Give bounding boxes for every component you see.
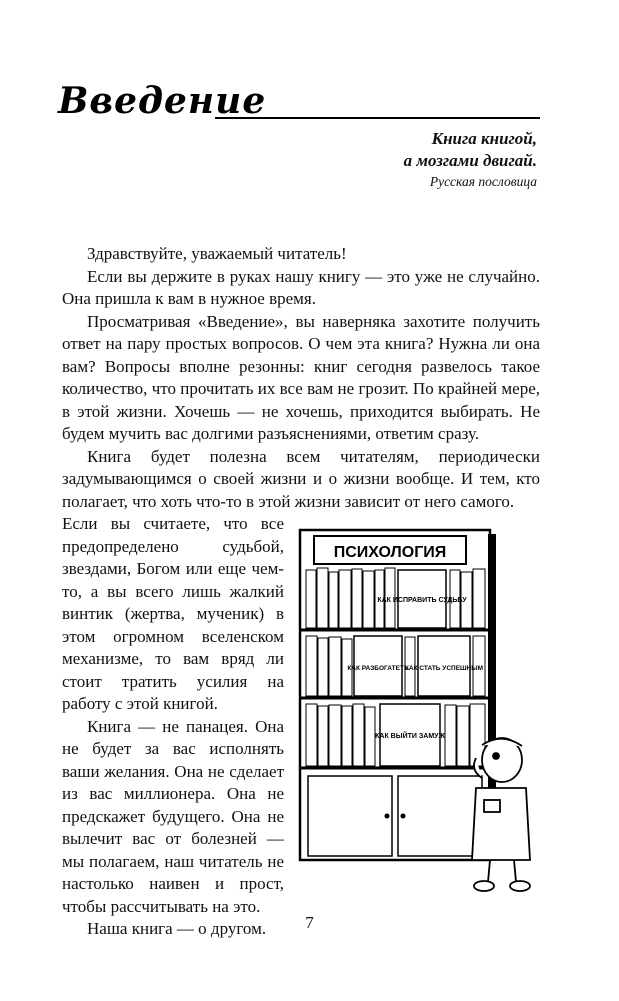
- book-title: КАК СТАТЬ УСПЕШНЫМ: [404, 665, 484, 672]
- paragraph: Просматривая «Введение», вы наверняка захотите получить ответ на пару простых вопросов. О чем эта книга? Нужна ли она вам? Вопросы вполне резонны: книг сегодня развелось такое количество, что прочитать их все вам не грозит. По крайней мере, в этой жизни. Хочешь — не хочешь, приходится выбирать. Не будем мучить вас долгими разъяснениями, ответим сразу.: [62, 311, 540, 443]
- body-text: [62, 243, 540, 513]
- page-number: 7: [305, 913, 314, 932]
- heading-rule: [215, 117, 540, 119]
- book-title: КАК ВЫЙТИ ЗАМУЖ: [375, 733, 445, 740]
- epigraph-line: а мозгами двигай.: [403, 151, 537, 170]
- paragraph: Книга будет полезна всем читателям, периодически задумывающимся о своей жизни и о жизни вообще. И тем, кто полагает, что хоть что-то в этой жизни зависит от него самого.: [62, 446, 540, 511]
- book-title: КАК ИСПРАВИТЬ СУДЬБУ: [377, 597, 467, 604]
- book-title: КАК РАЗБОГАТЕТЬ: [347, 665, 409, 672]
- paragraph: Наша книга — о другом.: [87, 919, 267, 938]
- narrow-column: [62, 513, 284, 941]
- epigraph: [404, 128, 537, 192]
- paragraph: Здравствуйте, уважаемый читатель!: [87, 244, 347, 263]
- paragraph: Если вы считаете, что все предопределено судьбой, звездами, Богом или еще чем-то, а вы всего лишь жалкий винтик (жертва, мученик) в этом огромном вселенском механизме, то вам вряд ли стоит тратить усилия на работу с этой книгой.: [62, 514, 284, 713]
- shelf-sign: ПСИХОЛОГИЯ: [333, 544, 447, 561]
- epigraph-line: Книга книгой,: [431, 129, 537, 148]
- paragraph: Если вы держите в руках нашу книгу — это уже не случайно. Она пришла к вам в нужное время.: [62, 266, 540, 308]
- bookshelf-illustration: [290, 520, 540, 900]
- paragraph: Книга — не панацея. Она не будет за вас исполнять ваши желания. Она не сделает из вас миллионера. Она не предскажет будущего. Она не вылечит вас от болезней — мы полагаем, наш читатель не настолько наивен и прост, чтобы рассчитывать на это.: [62, 716, 284, 916]
- chapter-heading: Введение: [58, 80, 267, 122]
- epigraph-source: Русская пословица: [429, 174, 537, 189]
